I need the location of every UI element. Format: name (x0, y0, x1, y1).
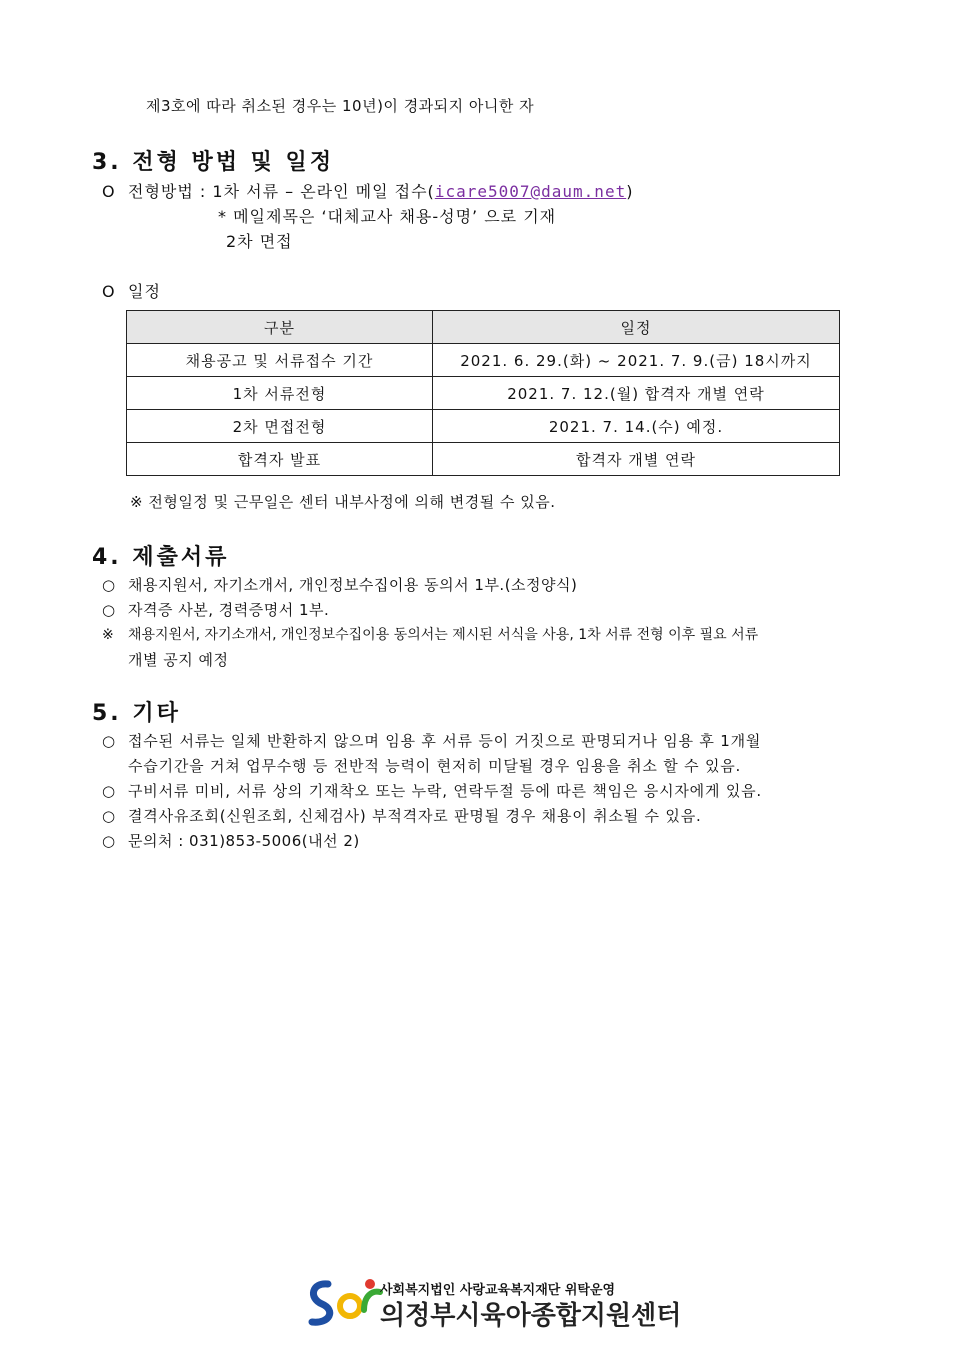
list-item-text: 채용지원서, 자기소개서, 개인정보수집이용 동의서 1부.(소정양식) (128, 576, 578, 594)
table-row (127, 410, 840, 443)
footer-subtitle: 사회복지법인 사랑교육복지재단 위탁운영 (380, 1283, 616, 1298)
table-cell: 2021. 7. 14.(수) 예정. (433, 410, 840, 443)
list-item (102, 599, 329, 620)
table-row (127, 377, 840, 410)
section5-heading: 5. 기타 (92, 701, 181, 726)
table-cell: 2021. 7. 12.(월) 합격자 개별 연락 (433, 377, 840, 410)
email-link[interactable]: icare5007@daum.net (434, 182, 627, 201)
list-bullet: ○ (102, 807, 116, 825)
method-prefix: 전형방법 : 1차 서류 – 온라인 메일 접수( (128, 182, 435, 201)
list-bullet: ○ (102, 601, 116, 619)
table-cell: 1차 서류전형 (127, 377, 433, 410)
schedule-label: 일정 (128, 282, 161, 301)
list-bullet: ○ (102, 782, 116, 800)
list-item (102, 624, 758, 644)
table-row (127, 443, 840, 476)
table-cell: 2021. 6. 29.(화) ~ 2021. 7. 9.(금) 18시까지 (433, 344, 840, 377)
list-item-continuation: 개별 공지 예정 (128, 651, 229, 669)
list-item-text: 구비서류 미비, 서류 상의 기재착오 또는 누락, 연락두절 등에 따른 책임은 응시자에게 있음. (128, 782, 762, 800)
list-bullet: ○ (102, 832, 116, 850)
header-category: 구분 (127, 311, 433, 344)
schedule-bullet: O (102, 282, 116, 301)
section3-heading: 3. 전형 방법 및 일정 (92, 150, 335, 175)
list-bullet: ※ (102, 627, 114, 643)
table-row (127, 344, 840, 377)
list-item (102, 780, 762, 801)
footer-center-name: 의정부시육아종합지원센터 (380, 1301, 682, 1331)
second-round: 2차 면접 (226, 232, 293, 251)
schedule-label-line (102, 279, 161, 302)
subject-note: * 메일제목은 ‘대체교사 채용-성명’ 으로 기재 (218, 207, 557, 226)
list-item-text: 접수된 서류는 일체 반환하지 않으며 임용 후 서류 등이 거짓으로 판명되거나 임용 후 1개월 (128, 732, 762, 750)
method-bullet: O (102, 182, 116, 201)
list-item-continuation: 수습기간을 거쳐 업무수행 등 전반적 능력이 현저히 미달될 경우 임용을 취소 할 수 있음. (128, 757, 742, 775)
list-item-text: 자격증 사본, 경력증명서 1부. (128, 601, 330, 619)
section4-heading: 4. 제출서류 (92, 545, 230, 570)
header-schedule: 일정 (433, 311, 840, 344)
list-bullet: ○ (102, 576, 116, 594)
center-logo (306, 1276, 682, 1332)
list-item-text: 문의처 : 031)853-5006(내선 2) (128, 832, 360, 850)
logo-mark-icon (306, 1276, 384, 1330)
table-cell: 2차 면접전형 (127, 410, 433, 443)
list-item-text: 결격사유조회(신원조회, 신체검사) 부적격자로 판명될 경우 채용이 취소될 수 있음. (128, 807, 702, 825)
table-header-row (127, 311, 840, 344)
list-item (102, 730, 761, 751)
method-suffix: ) (626, 182, 634, 201)
schedule-note: ※ 전형일정 및 근무일은 센터 내부사정에 의해 변경될 수 있음. (130, 493, 556, 511)
method-line (102, 179, 633, 202)
table-cell: 채용공고 및 서류접수 기간 (127, 344, 433, 377)
schedule-table (126, 310, 840, 476)
table-cell: 합격자 개별 연락 (433, 443, 840, 476)
list-item (102, 805, 702, 826)
table-cell: 합격자 발표 (127, 443, 433, 476)
list-bullet: ○ (102, 732, 116, 750)
list-item (102, 574, 577, 595)
list-item-text: 채용지원서, 자기소개서, 개인정보수집이용 동의서는 제시된 서식을 사용, 1차 서류 전형 이후 필요 서류 (128, 627, 759, 643)
list-item (102, 830, 360, 851)
continuation-line: 제3호에 따라 취소된 경우는 10년)이 경과되지 아니한 자 (146, 97, 535, 115)
